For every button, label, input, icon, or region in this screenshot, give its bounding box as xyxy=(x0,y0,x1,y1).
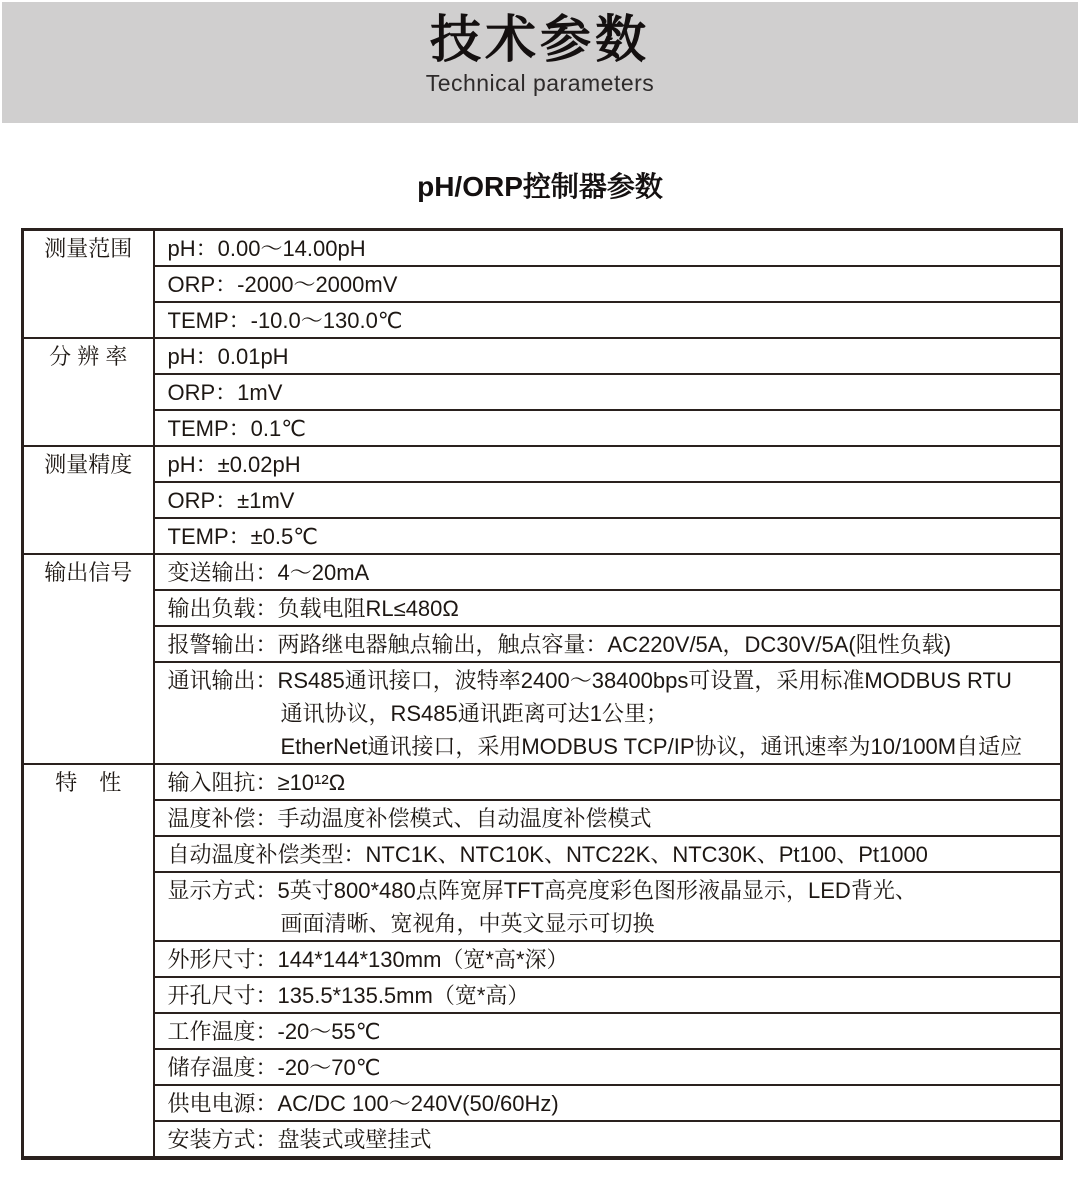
section-title: pH/ORP控制器参数 xyxy=(417,171,663,202)
category-label: 测量精度 xyxy=(44,452,133,477)
spec-value: 储存温度：-20～70℃ xyxy=(167,1055,381,1080)
category-cell-measure-range xyxy=(23,230,154,339)
category-label: 测量范围 xyxy=(44,236,133,261)
category-cell-accuracy xyxy=(23,446,154,554)
category-label: 输出信号 xyxy=(44,560,133,585)
header-banner xyxy=(2,2,1078,123)
spec-value: ORP：1mV xyxy=(167,380,283,405)
table-row xyxy=(23,1085,1062,1121)
table-row xyxy=(23,626,1062,662)
category-cell-features xyxy=(23,764,154,1158)
table-row xyxy=(23,482,1062,518)
spec-value: pH：0.00～14.00pH xyxy=(167,236,366,261)
spec-value: 温度补偿：手动温度补偿模式、自动温度补偿模式 xyxy=(167,806,652,831)
table-row xyxy=(23,518,1062,554)
spec-value: 开孔尺寸：135.5*135.5mm（宽*高） xyxy=(167,983,530,1008)
table-row xyxy=(23,872,1062,941)
spec-value: 输出负载：负载电阻RL≤480Ω xyxy=(167,596,459,621)
table-row xyxy=(23,554,1062,590)
spec-value-continuation: 通讯协议，RS485通讯距离可达1公里； xyxy=(280,701,669,726)
spec-value: 外形尺寸：144*144*130mm（宽*高*深） xyxy=(167,947,569,972)
table-row xyxy=(23,941,1062,977)
spec-value: TEMP：0.1℃ xyxy=(167,416,306,441)
table-row xyxy=(23,662,1062,764)
spec-value: 显示方式：5英寸800*480点阵宽屏TFT高亮度彩色图形液晶显示，LED背光、 xyxy=(167,878,917,903)
table-row xyxy=(23,1121,1062,1158)
category-cell-output-signal xyxy=(23,554,154,764)
spec-value: 输入阻抗：≥10¹²Ω xyxy=(167,770,346,795)
table-row xyxy=(23,302,1062,338)
spec-value: 安装方式：盘装式或壁挂式 xyxy=(167,1127,432,1152)
spec-value: 通讯输出：RS485通讯接口，波特率2400～38400bps可设置，采用标准MODBUS RTU xyxy=(167,668,1012,693)
spec-value: 自动温度补偿类型：NTC1K、NTC10K、NTC22K、NTC30K、Pt100、Pt1000 xyxy=(167,842,928,867)
spec-value: 供电电源：AC/DC 100～240V(50/60Hz) xyxy=(167,1091,559,1116)
spec-value: pH：±0.02pH xyxy=(167,452,301,477)
category-label: 特 性 xyxy=(55,770,122,795)
table-row xyxy=(23,1049,1062,1085)
table-row xyxy=(23,836,1062,872)
table-row xyxy=(23,764,1062,800)
spec-value: pH：0.01pH xyxy=(167,344,289,369)
table-row xyxy=(23,590,1062,626)
category-label: 分 辨 率 xyxy=(49,344,128,369)
table-row xyxy=(23,1013,1062,1049)
table-row xyxy=(23,410,1062,446)
table-row xyxy=(23,446,1062,482)
spec-value-continuation: 画面清晰、宽视角，中英文显示可切换 xyxy=(280,911,655,936)
table-row xyxy=(23,800,1062,836)
category-cell-resolution xyxy=(23,338,154,446)
table-row xyxy=(23,230,1062,267)
table-row xyxy=(23,338,1062,374)
spec-value: 工作温度：-20～55℃ xyxy=(167,1019,381,1044)
spec-value-continuation: EtherNet通讯接口，采用MODBUS TCP/IP协议，通讯速率为10/100M自适应 xyxy=(280,734,1023,759)
spec-value: 变送输出：4～20mA xyxy=(167,560,370,585)
spec-value: TEMP：-10.0～130.0℃ xyxy=(167,308,403,333)
table-row xyxy=(23,374,1062,410)
spec-value: ORP：±1mV xyxy=(167,488,295,513)
page-title: 技术参数 xyxy=(429,11,650,68)
spec-value: ORP：-2000～2000mV xyxy=(167,272,398,297)
table-row xyxy=(23,977,1062,1013)
spec-table xyxy=(21,228,1063,1160)
page-subtitle: Technical parameters xyxy=(425,70,655,96)
table-row xyxy=(23,266,1062,302)
spec-value: TEMP：±0.5℃ xyxy=(167,524,318,549)
spec-value: 报警输出：两路继电器触点输出，触点容量：AC220V/5A，DC30V/5A(阻性负载) xyxy=(167,632,952,657)
